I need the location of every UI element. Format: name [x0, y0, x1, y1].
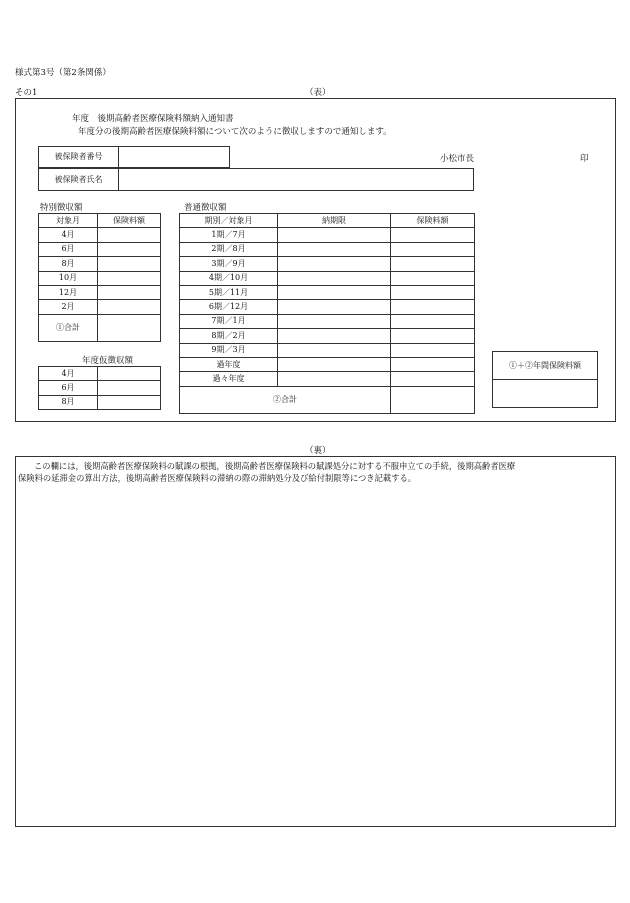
ordinary-deadline-cell[interactable]	[278, 242, 391, 256]
ordinary-col-deadline: 納期限	[278, 214, 391, 228]
special-amount-cell[interactable]	[98, 300, 161, 314]
insured-name-table	[38, 168, 474, 191]
insured-number-table	[38, 146, 230, 168]
ordinary-amount-cell[interactable]	[391, 343, 475, 357]
ordinary-period: 9期／3月	[180, 343, 278, 357]
part-label: その1	[15, 88, 38, 98]
ordinary-table	[179, 213, 475, 414]
special-month: 8月	[39, 257, 98, 271]
ordinary-amount-cell[interactable]	[391, 329, 475, 343]
ordinary-total-cell[interactable]	[391, 386, 475, 413]
ordinary-period: 8期／2月	[180, 329, 278, 343]
provisional-month: 8月	[39, 395, 98, 409]
special-section-label: 特別徴収額	[40, 203, 83, 213]
provisional-table	[38, 366, 161, 410]
insured-number-field[interactable]	[119, 147, 230, 168]
special-month: 4月	[39, 228, 98, 242]
provisional-section-label: 年度仮徴収額	[82, 356, 134, 366]
ordinary-period: 1期／7月	[180, 228, 278, 242]
back-frame	[15, 456, 616, 827]
ordinary-amount-cell[interactable]	[391, 228, 475, 242]
special-col-amount: 保険料額	[98, 214, 161, 228]
ordinary-period: 過々年度	[180, 372, 278, 386]
ordinary-deadline-cell[interactable]	[278, 228, 391, 242]
ordinary-amount-cell[interactable]	[391, 314, 475, 328]
special-amount-cell[interactable]	[98, 271, 161, 285]
back-text-line1: この欄には，後期高齢者医療保険料の賦課の根拠，後期高齢者医療保険料の賦課処分に対する不服申立ての手続，後期高齢者医療	[34, 461, 516, 471]
special-month: 10月	[39, 271, 98, 285]
notice-subtitle: 年度分の後期高齢者医療保険料額について次のように徴収しますので通知します。	[78, 127, 392, 137]
ordinary-amount-cell[interactable]	[391, 271, 475, 285]
back-text-line2: 保険料の延滞金の算出方法，後期高齢者医療保険料の滞納の際の滞納処分及び給付制限等につき記載する。	[18, 473, 417, 483]
notice-title: 年度 後期高齢者医療保険料額納入通知書	[72, 114, 234, 124]
ordinary-deadline-cell[interactable]	[278, 314, 391, 328]
ordinary-amount-cell[interactable]	[391, 257, 475, 271]
special-month: 12月	[39, 285, 98, 299]
special-month: 6月	[39, 242, 98, 256]
ordinary-period: 4期／10月	[180, 271, 278, 285]
seal-label: 印	[580, 154, 589, 164]
insured-name-field[interactable]	[119, 169, 474, 191]
provisional-amount-cell[interactable]	[98, 367, 161, 381]
ordinary-col-amount: 保険料額	[391, 214, 475, 228]
annual-amount-cell[interactable]	[493, 380, 598, 408]
special-total-label: ①合計	[39, 314, 98, 341]
ordinary-period: 5期／11月	[180, 285, 278, 299]
ordinary-period: 6期／12月	[180, 300, 278, 314]
ordinary-period: 7期／1月	[180, 314, 278, 328]
special-col-month: 対象月	[39, 214, 98, 228]
form-number: 様式第3号（第2条関係）	[15, 68, 111, 78]
ordinary-col-period: 期別／対象月	[180, 214, 278, 228]
ordinary-deadline-cell[interactable]	[278, 329, 391, 343]
ordinary-period: 過年度	[180, 357, 278, 371]
special-amount-cell[interactable]	[98, 257, 161, 271]
ordinary-total-label: ②合計	[180, 386, 391, 413]
ordinary-deadline-cell[interactable]	[278, 357, 391, 371]
ordinary-deadline-cell[interactable]	[278, 300, 391, 314]
back-label: （裏）	[305, 446, 331, 456]
insured-name-label: 被保険者氏名	[39, 169, 119, 191]
provisional-amount-cell[interactable]	[98, 395, 161, 409]
ordinary-deadline-cell[interactable]	[278, 285, 391, 299]
annual-label: ①＋②年間保険料額	[493, 352, 598, 380]
provisional-month: 4月	[39, 367, 98, 381]
insured-number-label: 被保険者番号	[39, 147, 119, 168]
ordinary-amount-cell[interactable]	[391, 285, 475, 299]
ordinary-period: 3期／9月	[180, 257, 278, 271]
ordinary-amount-cell[interactable]	[391, 357, 475, 371]
ordinary-amount-cell[interactable]	[391, 372, 475, 386]
annual-table	[492, 351, 598, 408]
special-table	[38, 213, 161, 342]
special-amount-cell[interactable]	[98, 285, 161, 299]
ordinary-deadline-cell[interactable]	[278, 372, 391, 386]
ordinary-deadline-cell[interactable]	[278, 343, 391, 357]
provisional-amount-cell[interactable]	[98, 381, 161, 395]
ordinary-section-label: 普通徴収額	[184, 203, 227, 213]
front-label: （表）	[305, 88, 331, 98]
ordinary-amount-cell[interactable]	[391, 300, 475, 314]
ordinary-period: 2期／8月	[180, 242, 278, 256]
ordinary-deadline-cell[interactable]	[278, 271, 391, 285]
special-total-cell[interactable]	[98, 314, 161, 341]
ordinary-amount-cell[interactable]	[391, 242, 475, 256]
special-month: 2月	[39, 300, 98, 314]
ordinary-deadline-cell[interactable]	[278, 257, 391, 271]
special-amount-cell[interactable]	[98, 228, 161, 242]
provisional-month: 6月	[39, 381, 98, 395]
mayor-label: 小松市長	[440, 154, 475, 164]
special-amount-cell[interactable]	[98, 242, 161, 256]
